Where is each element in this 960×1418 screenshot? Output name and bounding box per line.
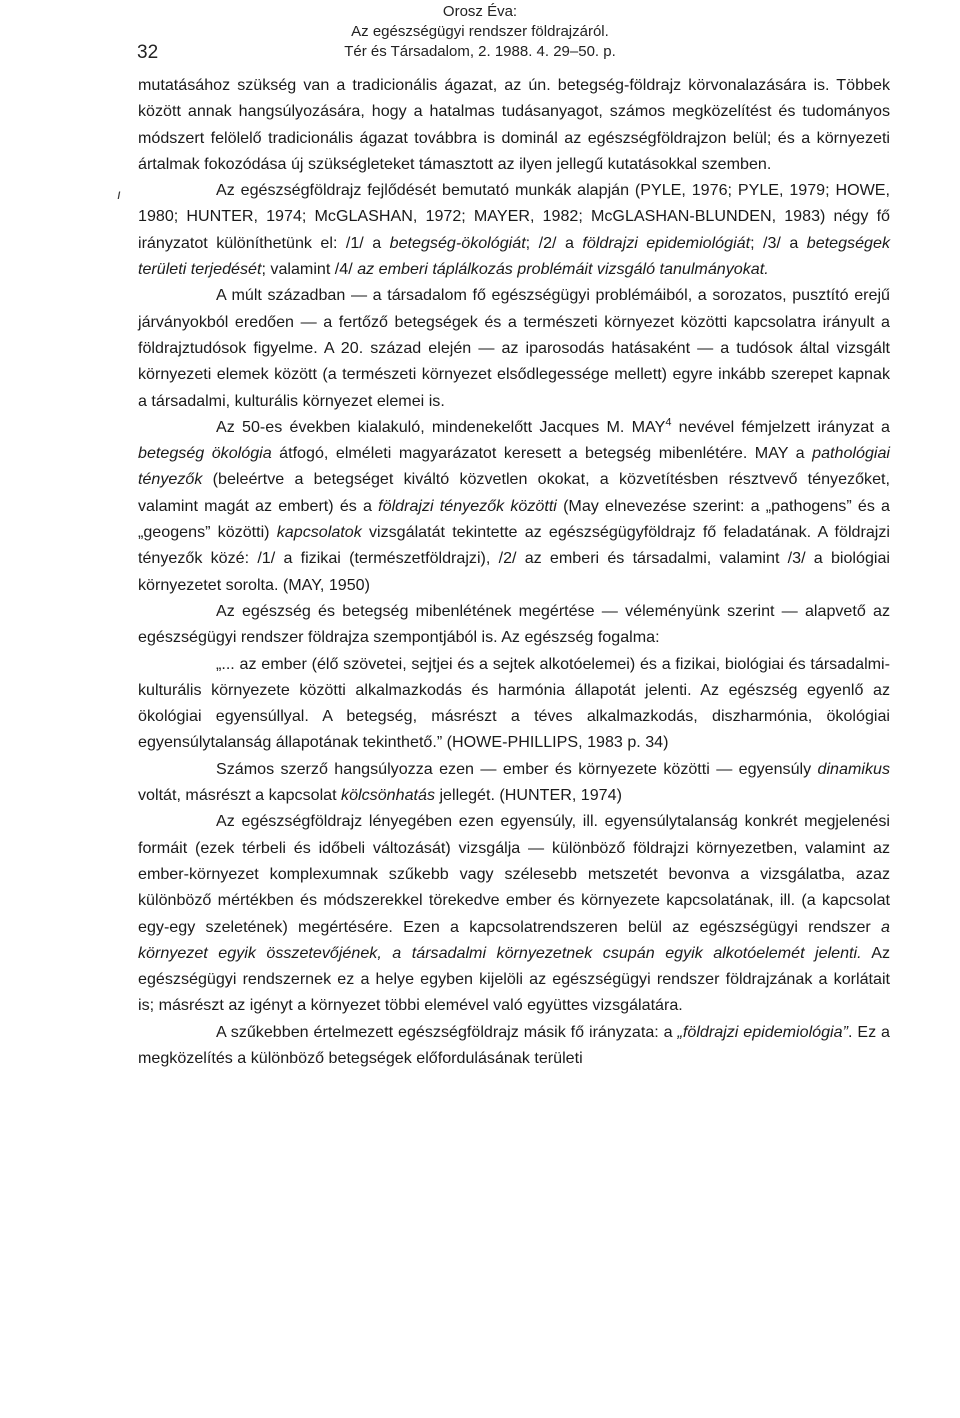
footnote-ref: 4 (665, 416, 672, 429)
italic-run: betegségek területi terjedését (138, 233, 891, 279)
text-run: . Ez a megközelítés a különböző betegségek előfordulásának területi (138, 1022, 890, 1067)
paragraph-6-quote: „... az ember (élő szövetei, sejtjei és a sejtek alkotóelemei) és a fizikai, biológiai és társadalmi-kulturális környezete közötti alkalmazkodás és harmónia állapotát jelenti. Az egészség egyenlő az ökológiai egyensúllyal. A betegség, másrészt a téves alkalmazkodás, diszharmónia, ökológiai egyensúlytalanság állapotának tekinthető.” (HOWE-PHILLIPS, 1983 p. 34) (138, 654, 890, 752)
text-run: Az 50-es években kialakuló, mindenekelőtt Jacques M. MAY (216, 417, 666, 436)
text-run: Számos szerző hangsúlyozza ezen — ember és környezete közötti — egyensúly (216, 759, 818, 778)
italic-run: kölcsönhatás (341, 786, 435, 805)
paragraph-8 (138, 808, 890, 1018)
text-run: átfogó, elméleti magyarázatot keresett a betegség mibenlétére. MAY a (271, 444, 813, 463)
paragraph-4 (138, 414, 890, 598)
text-run: ; valamint /4/ (261, 260, 358, 279)
paragraph-1: mutatásához szükség van a tradicionális ágazat, az ún. betegség-földrajz körvonalazására is. Többek között annak hangsúlyozására, hogy a hatalmas tudásanyagot, számos megközelítést és tudományos módszert felölelő tradicionális ágazat továbbra is dominál az egészségföldrajzon belül; és a környezeti ártalmak fokozódása új szükségleteket támasztott az ilyen jellegű kutatásokkal szemben. (138, 76, 890, 173)
paragraph-5: Az egészség és betegség mibenlétének megértése — véleményünk szerint — alapvető az egészségügyi rendszer földrajza szempontjából is. Az egészség fogalma: (138, 601, 890, 647)
paragraph-2 (138, 177, 890, 282)
italic-run: dinamikus (817, 759, 890, 778)
text-run: nevével fémjelzett irányzat a (671, 417, 891, 436)
italic-run: a környezet egyik összetevőjének, a társadalmi környezetnek csupán egyik alkotóelemét jelenti. (138, 917, 890, 962)
body-text (138, 72, 890, 1071)
italic-run: földrajzi epidemiológiát (582, 233, 751, 252)
text-run: (May elnevezése szerint: a „pathogens” és a „geogens” közötti) (138, 496, 890, 542)
text-run: A szűkebben értelmezett egészségföldrajz másik fő irányzata: a (216, 1022, 678, 1041)
header-title: Az egészségügyi rendszer földrajzáról. (351, 23, 609, 40)
italic-run: betegség ökológia (138, 444, 272, 463)
header-source: Tér és Társadalom, 2. 1988. 4. 29–50. p. (344, 43, 616, 60)
text-run: jellegét. (HUNTER, 1974) (435, 786, 622, 805)
text-run: Az egészségföldrajz lényegében ezen egyensúly, ill. egyensúlytalanság konkrét megjelenési formáit (ezek térbeli és időbeli változását) vizsgálja — különböző földrajzi környezetben, valamint az ember-környezet komplexumnak szűkebb vagy szélesebb metszetét bevonva a vizsgálatba, azaz különböző mértékben és módszerekkel törekedve ember és környezete kapcsolatának, ill. (a kapcsolat egy-egy szeletének) megértésére. Ezen a kapcsolatrendszeren belül az egészségügyi rendszer (138, 812, 890, 936)
italic-run: „földrajzi epidemiológia” (677, 1022, 848, 1041)
header-author: Orosz Éva: (442, 3, 518, 20)
page-number: 32 (137, 42, 159, 63)
paragraph-3: A múlt században — a társadalom fő egészségügyi problémáiból, a sorozatos, pusztító erejű járványokból eredően — a fertőző betegségek és a természeti környezet közötti kapcsolatra irányult a földrajztudósok figyelme. A 20. század elején — az iparosodás hatásaként — a tudósok által vizsgált környezeti elemek között (a természeti környezet elsődlegessége mellett) egyre inkább szerepet kapnak a társadalmi, kulturális környezet elemei is. (138, 286, 890, 410)
margin-mark: ı (117, 186, 121, 202)
text-run: (beleértve a betegséget kiváltó közvetlen okokat, a közvetítésben résztvevő tényezőket, valamint magát az embert) és a (138, 470, 890, 515)
italic-run: az emberi táplálkozás problémáit vizsgáló tanulmányokat. (357, 260, 769, 279)
italic-run: földrajzi tényezők közötti (378, 496, 557, 515)
text-run: ; /2/ a (525, 233, 583, 252)
italic-run: pathológiai tényezők (138, 444, 890, 489)
text-run: Az egészségügyi rendszernek ez a helye egyben kijelöli az egészségügyi rendszer földrajzának a korlátait is; másrészt az igényt a környezet többi elemével való együttes vizsgálatára. (138, 943, 890, 1015)
italic-run: betegség-ökológiát (389, 233, 526, 252)
paragraph-9 (138, 1019, 890, 1072)
text-run: Az egészségföldrajz fejlődését bemutató munkák alapján (PYLE, 1976; PYLE, 1979; HOWE, 1980; HUNTER, 1974; McGLASHAN, 1972; MAYER, 1982; McGLASHAN-BLUNDEN, 1983) négy fő irányzatot különíthetünk el: /1/ a (138, 181, 890, 252)
paragraph-7 (138, 756, 890, 809)
text-run: vizsgálatát tekintette az egészségügyföldrajz fő feladatának. A földrajzi tényezők közé: /1/ a fizikai (természetföldrajzi), /2/ az emberi és társadalmi, valamint /3/ a biológiai környezetet sorolta. (MAY, 1950) (138, 523, 890, 594)
text-run: ; /3/ a (750, 233, 807, 252)
italic-run: kapcsolatok (276, 523, 362, 542)
text-run: voltát, másrészt a kapcsolat (138, 786, 342, 805)
